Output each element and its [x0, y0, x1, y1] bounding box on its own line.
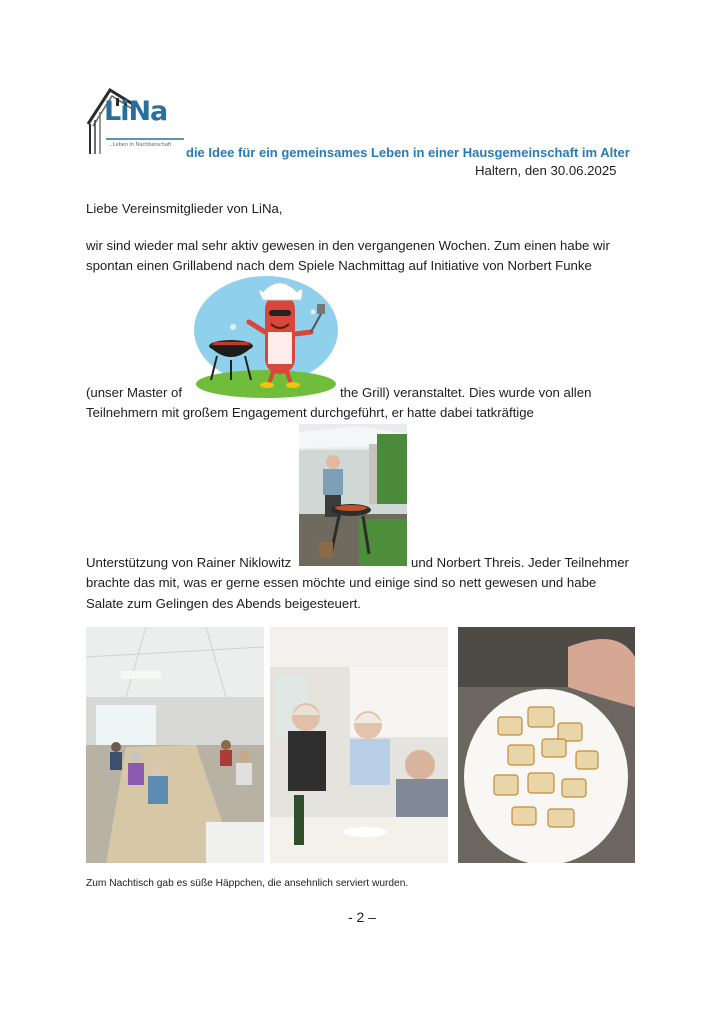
- date-line: Haltern, den 30.06.2025: [475, 163, 617, 178]
- photo-caption: Zum Nachtisch gab es süße Häppchen, die ansehnlich serviert wurden.: [86, 878, 409, 889]
- paragraph-2-start: (unser Master of: [86, 385, 183, 400]
- grill-cartoon-image: [193, 272, 339, 399]
- paragraph-3-start: Unterstützung von Rainer Niklowitz: [86, 555, 292, 570]
- paragraph-1-line-2: spontan einen Grillabend nach dem Spiele Nachmittag auf Initiative von Norbert Funke: [86, 258, 592, 273]
- paragraph-3-line-2: brachte das mit, was er gerne essen möchte und einige sind so nett gewesen und habe: [86, 575, 597, 590]
- logo-wordmark: LiNa: [104, 96, 168, 127]
- dessert-plate-photo: [458, 627, 635, 863]
- paragraph-2-continued: the Grill) veranstaltet. Dies wurde von allen: [340, 385, 592, 400]
- logo-tagline: ...Leben In Nachbarschaft: [108, 142, 171, 148]
- paragraph-3-line-3: Salate zum Gelingen des Abends beigesteuert.: [86, 596, 361, 611]
- header-tagline: die Idee für ein gemeinsames Leben in einer Hausgemeinschaft im Alter: [186, 145, 630, 160]
- paragraph-2-line-2: Teilnehmern mit großem Engagement durchgeführt, er hatte dabei tatkräftige: [86, 405, 534, 420]
- group-dinner-table-photo: [86, 627, 264, 863]
- page-number: - 2 –: [347, 909, 376, 925]
- lina-logo: [86, 84, 186, 156]
- salutation: Liebe Vereinsmitglieder von LiNa,: [86, 201, 283, 216]
- man-at-grill-photo: [299, 424, 407, 566]
- paragraph-3-continued: und Norbert Threis. Jeder Teilnehmer: [411, 555, 629, 570]
- paragraph-1-line-1: wir sind wieder mal sehr aktiv gewesen in den vergangenen Wochen. Zum einen habe wir: [86, 238, 610, 253]
- guests-at-table-photo: [270, 627, 448, 863]
